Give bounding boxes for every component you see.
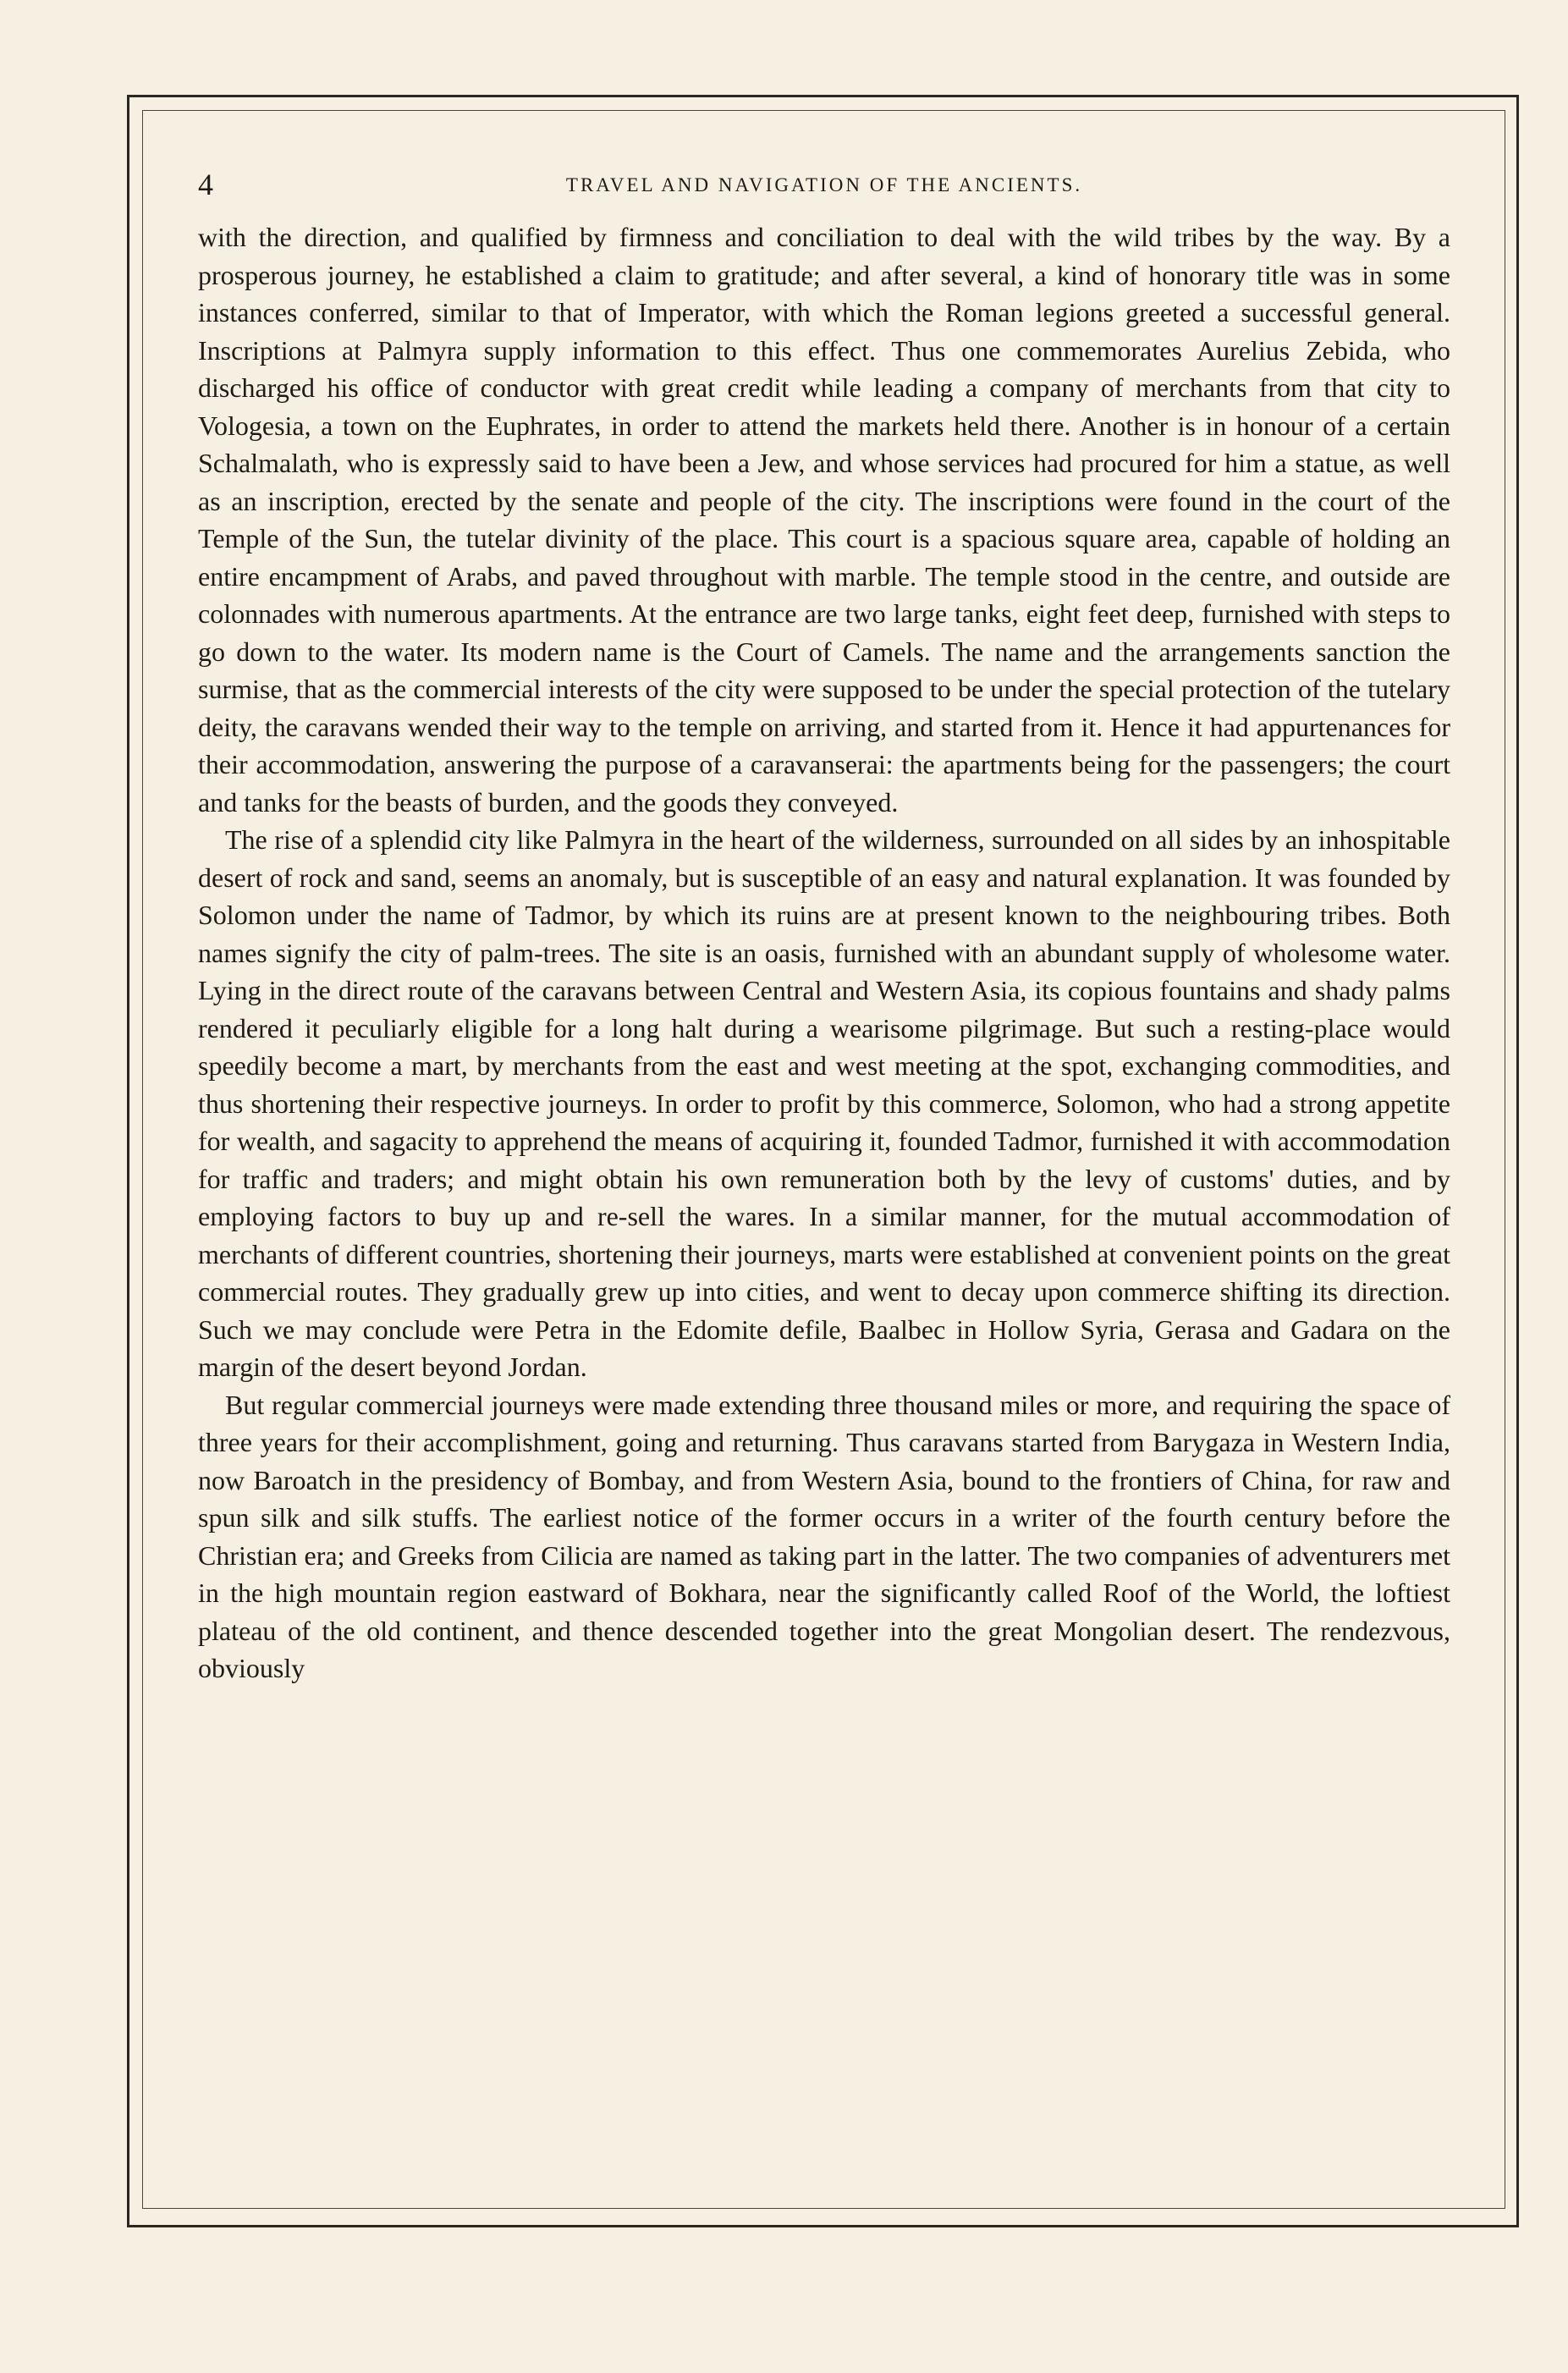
page-header — [198, 168, 1450, 201]
running-head: TRAVEL AND NAVIGATION OF THE ANCIENTS. — [565, 174, 1083, 195]
paragraph: But regular commercial journeys were made extending three thousand miles or more, and requiring the space of three years for their accomplishment, going and returning. Thus caravans started from Barygaza in Western India, now Baroatch in the presidency of Bombay, and from Western Asia, bound to the frontiers of China, for raw and spun silk and silk stuffs. The earliest notice of the former occurs in a writer of the fourth century before the Christian era; and Greeks from Cilicia are named as taking part in the latter. The two companies of adventurers met in the high mountain region eastward of Bokhara, near the significantly called Roof of the World, the loftiest plateau of the old continent, and thence descended together into the great Mongolian desert. The rendezvous, obviously — [198, 1389, 1450, 1683]
paragraph: The rise of a splendid city like Palmyra in the heart of the wilderness, surrounded on all sides by an inhospitable desert of rock and sand, seems an anomaly, but is susceptible of an easy and natural explanation. It was founded by Solomon under the name of Tadmor, by which its ruins are at present known to the neighbouring tribes. Both names signify the city of palm-trees. The site is an oasis, furnished with an abundant supply of wholesome water. Lying in the direct route of the caravans between Central and Western Asia, its copious fountains and shady palms rendered it peculiarly eligible for a long halt during a wearisome pilgrimage. But such a resting-place would speedily become a mart, by merchants from the east and west meeting at the spot, exchanging commodities, and thus shortening their respective journeys. In order to profit by this commerce, Solomon, who had a strong appetite for wealth, and sagacity to apprehend the means of acquiring it, founded Tadmor, furnished it with accommodation for traffic and traders; and might obtain his own remuneration both by the levy of customs' duties, and by employing factors to buy up and re-sell the wares. In a similar manner, for the mutual accommodation of merchants of different countries, shortening their journeys, marts were established at convenient points on the great commercial routes. They gradually grew up into cities, and went to decay upon commerce shifting its direction. Such we may conclude were Petra in the Edomite defile, Baalbec in Hollow Syria, Gerasa and Gadara on the margin of the desert beyond Jordan. — [198, 824, 1450, 1382]
paragraph: with the direction, and qualified by firmness and conciliation to deal with the wild tribes by the way. By a prosperous journey, he established a claim to gratitude; and after several, a kind of honorary title was in some instances conferred, similar to that of Imperator, with which the Roman legions greeted a successful general. Inscriptions at Palmyra supply information to this effect. Thus one commemorates Aurelius Zebida, who discharged his office of conductor with great credit while leading a company of merchants from that city to Vologesia, a town on the Euphrates, in order to attend the markets held there. Another is in honour of a certain Schalmalath, who is expressly said to have been a Jew, and whose services had procured for him a statue, as well as an inscription, erected by the senate and people of the city. The inscriptions were found in the court of the Temple of the Sun, the tutelar divinity of the place. This court is a spacious square area, capable of holding an entire encampment of Arabs, and paved throughout with marble. The temple stood in the centre, and outside are colonnades with numerous apartments. At the entrance are two large tanks, eight feet deep, furnished with steps to go down to the water. Its modern name is the Court of Camels. The name and the arrangements sanction the surmise, that as the commercial interests of the city were supposed to be under the special protection of the tutelary deity, the caravans wended their way to the temple on arriving, and started from it. Hence it had appurtenances for their accommodation, answering the purpose of a caravanserai: the apartments being for the passengers; the court and tanks for the beasts of burden, and the goods they conveyed. — [198, 222, 1450, 818]
body-text — [198, 218, 1450, 1688]
page-number: 4 — [198, 168, 213, 201]
